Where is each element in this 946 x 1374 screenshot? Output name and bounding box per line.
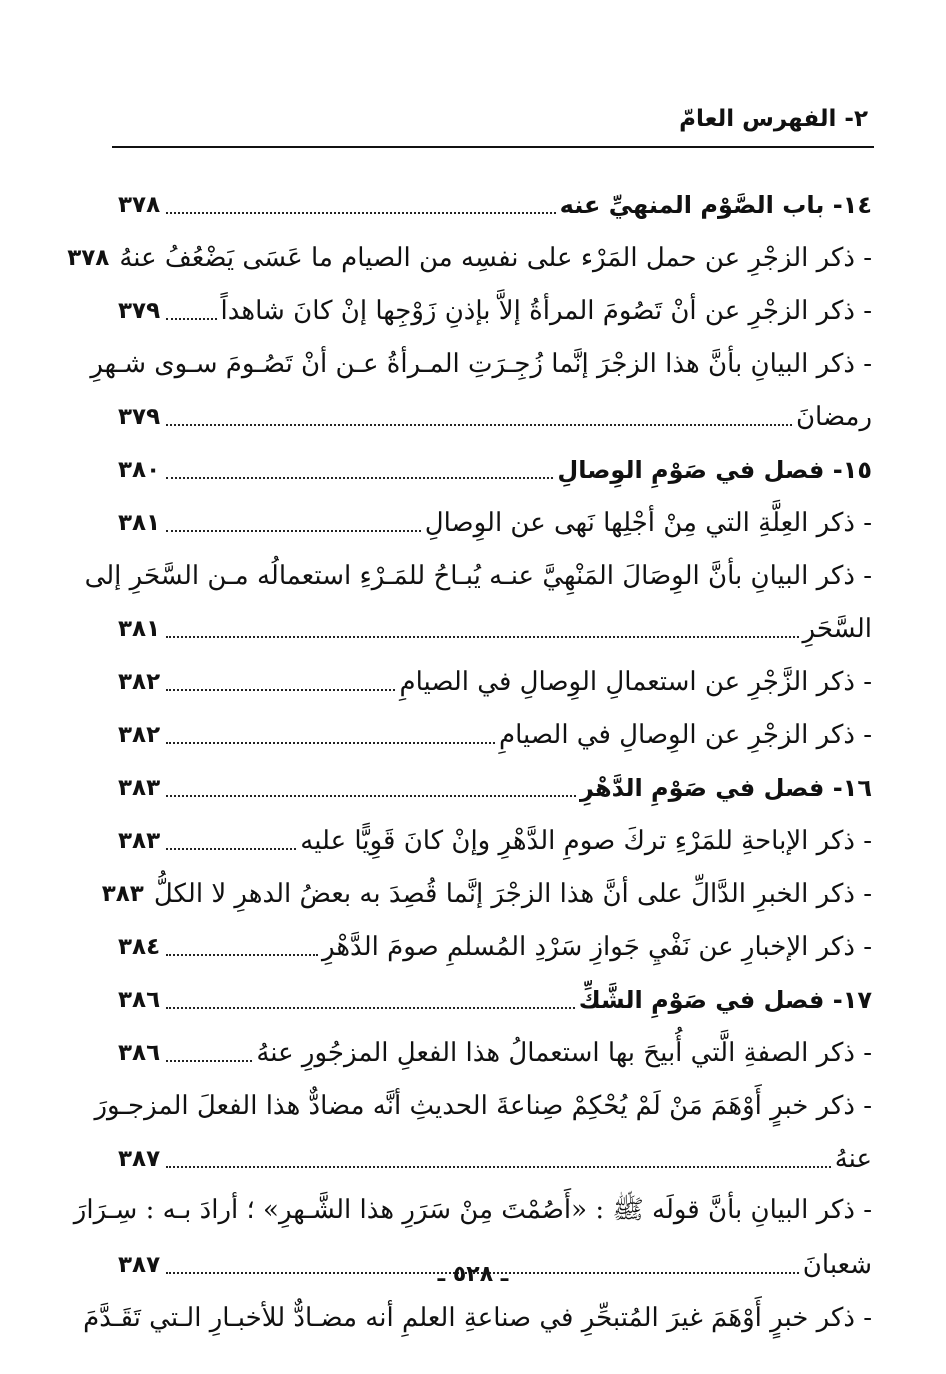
entry-text: - ذكر الزجْرِ عن حمل المَرْء على نفسِه من الصيام ما عَسَى يَضْعُفُ عنهُ: [119, 242, 872, 273]
dot-leader: [166, 636, 798, 638]
index-entry-line: [94, 1079, 872, 1132]
index-entry-line: [101, 867, 872, 920]
dot-leader: [166, 954, 318, 956]
entry-text: ١٦- فصل في صَوْمِ الدَّهْرِ: [580, 773, 872, 802]
entry-text: - ذكر الزجْرِ عن الوِصالِ في الصيامِ: [498, 719, 872, 750]
index-entry-line: [118, 1132, 872, 1185]
index-entry-line: [118, 655, 872, 708]
entry-page-number: ٣٧٩: [118, 403, 161, 430]
entry-page-number: ٣٨٧: [118, 1251, 161, 1278]
index-section-heading: [118, 178, 872, 231]
entry-text: عنهُ: [834, 1143, 872, 1174]
index-entry-line: [90, 337, 872, 390]
entry-page-number: ٣٧٨: [118, 191, 161, 218]
index-entry-line: [118, 708, 872, 761]
entry-page-number: ٣٨١: [118, 509, 161, 536]
entry-page-number: ٣٨٣: [118, 827, 161, 854]
dot-leader: [166, 318, 216, 320]
entry-page-number: ٣٨١: [118, 615, 161, 642]
dot-leader: [166, 848, 296, 850]
index-entry-line: [73, 1185, 872, 1238]
dot-leader: [166, 212, 556, 214]
index-entry-line: [83, 1291, 872, 1344]
entry-page-number: ٣٨٣: [101, 880, 144, 907]
entry-text: رمضانَ: [795, 401, 872, 432]
entry-text: ١٤- باب الصَّوْم المنهيِّ عنه: [559, 190, 872, 219]
index-section-heading: [118, 761, 872, 814]
entry-page-number: ٣٨٧: [118, 1145, 161, 1172]
entry-text: - ذكر الزَّجْرِ عن استعمالِ الوِصالِ في الصيامِ: [399, 666, 872, 697]
header-rule: [112, 146, 874, 148]
index-entry-line: [118, 390, 872, 443]
dot-leader: [166, 1060, 252, 1062]
entry-text: - ذكر خبرٍ أَوْهَمَ مَنْ لَمْ يُحْكِمْ صِناعةَ الحديثِ أنَّه مضادٌّ هذا الفعلَ المزجـورَ: [94, 1090, 872, 1121]
entry-text: - ذكر الخبرِ الدَّالِّ على أنَّ هذا الزجْرَ إنَّما قُصِدَ به بعضُ الدهرِ لا الكلُّ: [153, 878, 872, 909]
index-entry-line: [118, 496, 872, 549]
entry-page-number: ٣٨٢: [118, 668, 161, 695]
index-entry-line: [118, 284, 872, 337]
dot-leader: [166, 1007, 575, 1009]
entry-text: - ذكر البيانِ بأنَّ هذا الزجْرَ إنَّما زُجِـرَتِ المـرأةُ عـن أنْ تَصُـومَ سـوى شـهرِ: [90, 348, 872, 379]
entry-page-number: ٣٨٦: [118, 986, 161, 1013]
entry-page-number: ٣٨٣: [118, 774, 161, 801]
page-number: ـ ٥٢٨ ـ: [437, 1262, 509, 1287]
index-entry-line: [118, 814, 872, 867]
entry-page-number: ٣٨٤: [118, 933, 161, 960]
entry-page-number: ٣٨٠: [118, 456, 161, 483]
entry-page-number: ٣٧٩: [118, 297, 161, 324]
index-section-heading: [118, 973, 872, 1026]
entry-text: - ذكر خبرٍ أَوْهَمَ غيرَ المُتبحِّرِ في صناعةِ العلمِ أنه مضـادٌّ للأخبـارِ الـتي تَقَـدَّمَ: [83, 1302, 872, 1333]
entry-text: - ذكر الإباحةِ للمَرْءِ تركَ صومِ الدَّهْرِ وإنْ كانَ قَوِيًّا عليه: [300, 825, 872, 856]
dot-leader: [166, 689, 395, 691]
dot-leader: [166, 477, 553, 479]
entry-page-number: ٣٨٢: [118, 721, 161, 748]
entry-text: - ذكر الزجْرِ عن أنْ تَصُومَ المرأةُ إلاَّ بإذنِ زَوْجِها إنْ كانَ شاهداً: [220, 295, 872, 326]
dot-leader: [166, 1166, 831, 1168]
index-entry-line: [118, 602, 872, 655]
index-entry-line: [118, 1026, 872, 1079]
entry-text: شعبانَ: [802, 1249, 872, 1280]
entry-page-number: ٣٧٨: [67, 244, 110, 271]
index-entries-list: [67, 178, 872, 1344]
entry-page-number: ٣٨٦: [118, 1039, 161, 1066]
dot-leader: [166, 530, 421, 532]
entry-text: السَّحَرِ: [802, 613, 872, 644]
index-entry-line: [118, 920, 872, 973]
entry-text: ١٧- فصل في صَوْمِ الشَّكِّ: [578, 985, 872, 1014]
index-entry-line: [84, 549, 872, 602]
running-header-title: ٢- الفهرس العامّ: [679, 106, 868, 132]
index-section-heading: [118, 443, 872, 496]
entry-text: ١٥- فصل في صَوْمِ الوِصالِ: [557, 455, 872, 484]
dot-leader: [166, 795, 576, 797]
dot-leader: [166, 424, 792, 426]
entry-text: - ذكر الصفةِ الَّتي أُبيحَ بها استعمالُ هذا الفعلِ المزجُورِ عنهُ: [256, 1037, 872, 1068]
entry-text: - ذكر الإخبارِ عن نَفْيِ جَوازِ سَرْدِ المُسلمِ صومَ الدَّهْرِ: [321, 931, 872, 962]
entry-text: - ذكر العِلَّةِ التي مِنْ أجْلِها نَهى عن الوِصالِ: [424, 507, 872, 538]
index-entry-line: [67, 231, 872, 284]
dot-leader: [166, 742, 495, 744]
entry-text: - ذكر البيانِ بأنَّ الوِصَالَ المَنْهِيَّ عنـه يُبـاحُ للمَـرْءِ استعمالُه مـن السَّحَرِ إلى: [84, 560, 872, 591]
entry-text: - ذكر البيانِ بأنَّ قولَه ﷺ : «أَصُمْتَ مِنْ سَرَرِ هذا الشَّـهرِ» ؛ أرادَ بـه : سِـرَارَ: [73, 1194, 872, 1225]
